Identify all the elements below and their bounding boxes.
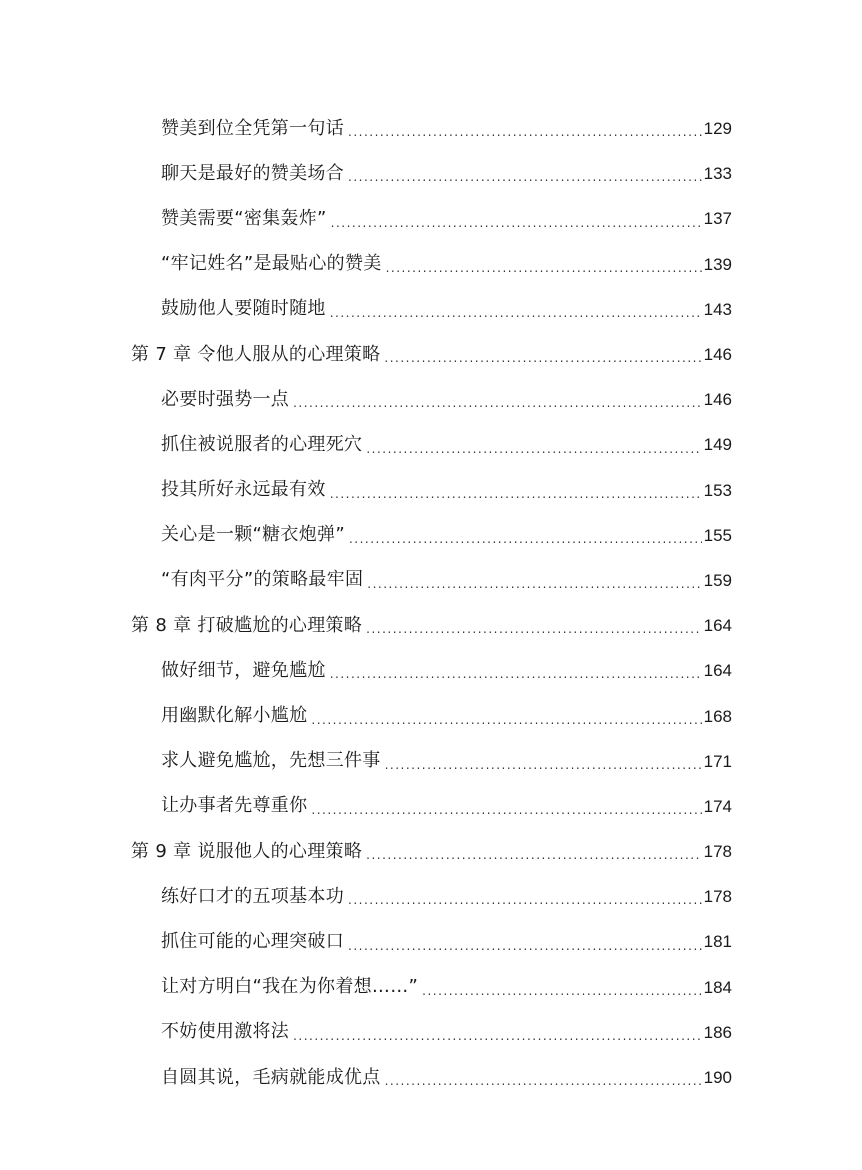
dot-leader: [348, 171, 702, 196]
toc-entry-title: 投其所好永远最有效: [161, 479, 326, 501]
toc-chapter-entry[interactable]: [0, 829, 862, 874]
toc-entry-page: 178: [703, 887, 732, 907]
toc-entry-page: 178: [703, 842, 732, 862]
dot-leader: [422, 985, 701, 1010]
toc-entry[interactable]: [0, 874, 862, 919]
toc-entry[interactable]: [0, 513, 862, 558]
toc-entry-page: 174: [703, 796, 732, 816]
toc-entry-title: 让对方明白“我在为你着想……”: [161, 976, 419, 998]
toc-entry[interactable]: [0, 468, 862, 513]
table-of-contents: [0, 106, 862, 1100]
toc-entry-title: 用幽默化解小尴尬: [161, 705, 308, 727]
dot-leader: [330, 307, 702, 332]
dot-leader: [366, 623, 702, 648]
toc-entry-title: 赞美到位全凭第一句话: [161, 117, 344, 139]
toc-entry-title: 聊天是最好的赞美场合: [161, 162, 344, 184]
toc-entry[interactable]: [0, 693, 862, 738]
toc-entry-page: 186: [703, 1022, 732, 1042]
toc-entry[interactable]: [0, 377, 862, 422]
toc-entry-title: “有肉平分”的策略最牢固: [161, 569, 364, 591]
toc-entry-page: 133: [703, 164, 732, 184]
dot-leader: [384, 352, 701, 377]
dot-leader: [385, 759, 702, 784]
toc-entry-page: 139: [703, 254, 732, 274]
toc-entry[interactable]: [0, 1055, 862, 1100]
dot-leader: [293, 397, 702, 422]
toc-entry[interactable]: [0, 287, 862, 332]
toc-entry-title: 鼓励他人要随时随地: [161, 298, 326, 320]
toc-chapter-title: 第 7 章 令他人服从的心理策略: [131, 343, 381, 365]
toc-entry-page: 190: [703, 1068, 732, 1088]
toc-entry-title: 求人避免尴尬，先想三件事: [161, 750, 381, 772]
toc-entry-page: 146: [703, 345, 732, 365]
toc-entry-page: 149: [703, 435, 732, 455]
dot-leader: [330, 668, 702, 693]
toc-entry[interactable]: [0, 422, 862, 467]
dot-leader: [331, 217, 702, 242]
toc-entry[interactable]: [0, 739, 862, 784]
toc-chapter-title: 第 8 章 打破尴尬的心理策略: [131, 614, 363, 636]
toc-entry-page: 146: [703, 390, 732, 410]
toc-entry-title: 自圆其说，毛病就能成优点: [161, 1066, 381, 1088]
toc-entry-title: 不妨使用激将法: [161, 1021, 290, 1043]
toc-entry-title: 关心是一颗“糖衣炮弹”: [161, 524, 345, 546]
dot-leader: [366, 849, 702, 874]
dot-leader: [348, 126, 702, 151]
dot-leader: [386, 262, 702, 287]
toc-entry-title: 练好口才的五项基本功: [161, 885, 344, 907]
dot-leader: [293, 1030, 702, 1055]
dot-leader: [348, 940, 702, 965]
dot-leader: [349, 533, 702, 558]
toc-entry-page: 153: [703, 480, 732, 500]
toc-entry[interactable]: [0, 196, 862, 241]
toc-entry-title: “牢记姓名”是最贴心的赞美: [161, 253, 382, 275]
toc-entry[interactable]: [0, 919, 862, 964]
toc-entry-page: 164: [703, 661, 732, 681]
toc-entry-page: 129: [703, 119, 732, 139]
toc-entry-page: 181: [703, 932, 732, 952]
toc-entry-title: 抓住被说服者的心理死穴: [161, 433, 363, 455]
toc-entry-page: 184: [703, 977, 732, 997]
toc-entry-title: 必要时强势一点: [161, 388, 290, 410]
toc-entry-page: 159: [703, 570, 732, 590]
dot-leader: [366, 443, 701, 468]
toc-entry-title: 抓住可能的心理突破口: [161, 930, 344, 952]
dot-leader: [311, 804, 701, 829]
toc-entry-title: 让办事者先尊重你: [161, 795, 308, 817]
dot-leader: [311, 714, 701, 739]
toc-entry[interactable]: [0, 1010, 862, 1055]
dot-leader: [367, 578, 701, 603]
toc-entry-page: 171: [703, 751, 732, 771]
toc-entry-page: 168: [703, 706, 732, 726]
toc-entry-page: 143: [703, 299, 732, 319]
toc-chapter-title: 第 9 章 说服他人的心理策略: [131, 840, 363, 862]
toc-entry-page: 164: [703, 616, 732, 636]
toc-entry-title: 赞美需要“密集轰炸”: [161, 207, 327, 229]
toc-entry[interactable]: [0, 151, 862, 196]
toc-entry[interactable]: [0, 558, 862, 603]
toc-chapter-entry[interactable]: [0, 332, 862, 377]
toc-entry[interactable]: [0, 242, 862, 287]
toc-entry[interactable]: [0, 106, 862, 151]
toc-entry-title: 做好细节，避免尴尬: [161, 659, 326, 681]
dot-leader: [348, 894, 702, 919]
toc-entry-page: 155: [703, 525, 732, 545]
toc-entry[interactable]: [0, 965, 862, 1010]
toc-entry[interactable]: [0, 648, 862, 693]
toc-entry[interactable]: [0, 784, 862, 829]
dot-leader: [385, 1075, 702, 1100]
dot-leader: [330, 488, 702, 513]
toc-entry-page: 137: [703, 209, 732, 229]
toc-chapter-entry[interactable]: [0, 603, 862, 648]
